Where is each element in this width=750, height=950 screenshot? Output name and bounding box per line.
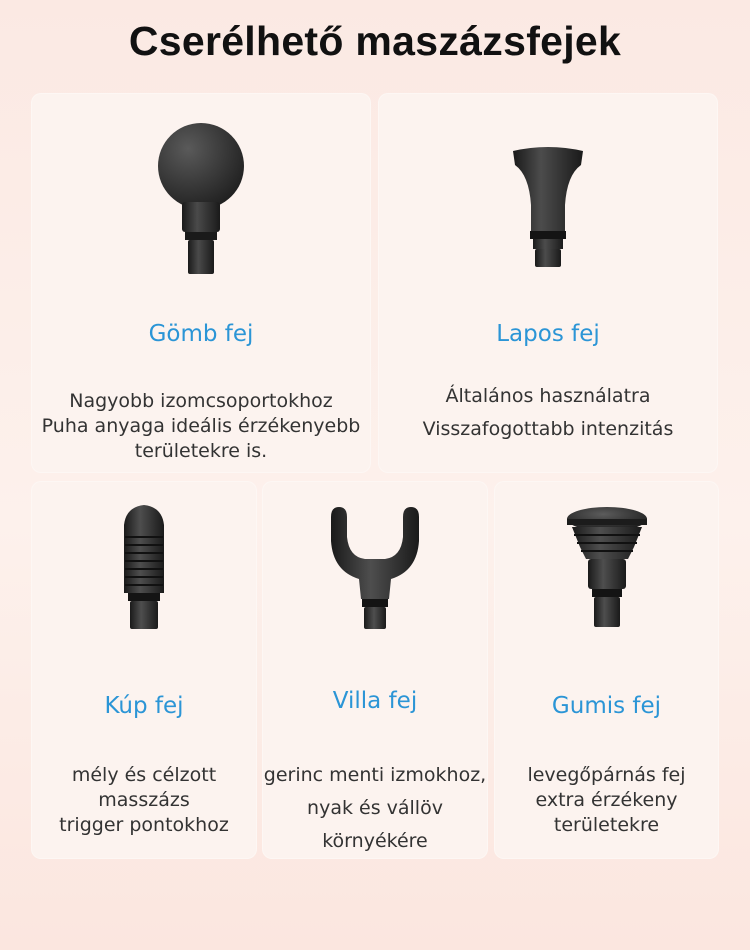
head-name: Kúp fej: [104, 693, 184, 719]
head-description: gerinc menti izmokhoz, nyak és vállöv környékére: [263, 764, 487, 852]
head-description: levegőpárnás fej extra érzékeny területekre: [527, 764, 686, 836]
head-card-fork: [262, 481, 488, 859]
head-name: Lapos fej: [496, 321, 600, 347]
head-description: mély és célzott masszázs trigger pontokhoz: [59, 764, 229, 836]
fork-head-icon: [325, 503, 425, 633]
head-name: Villa fej: [332, 688, 418, 714]
flat-head-icon: [503, 143, 593, 273]
head-name: Gumis fej: [551, 693, 662, 719]
head-card-bullet: [31, 481, 257, 859]
head-description: Általános használatra Visszafogottabb intenzitás: [422, 385, 674, 440]
bullet-head-icon: [114, 503, 174, 633]
head-card-ball: [31, 93, 371, 473]
head-card-flat: [378, 93, 718, 473]
page-title: Cserélhető maszázsfejek: [128, 18, 622, 64]
cushion-head-icon: [562, 503, 652, 633]
head-name: Gömb fej: [148, 321, 254, 347]
head-description: Nagyobb izomcsoportokhoz Puha anyaga ideális érzékenyebb területekre is.: [41, 390, 361, 462]
head-card-cushion: [494, 481, 719, 859]
ball-head-icon: [141, 118, 261, 278]
